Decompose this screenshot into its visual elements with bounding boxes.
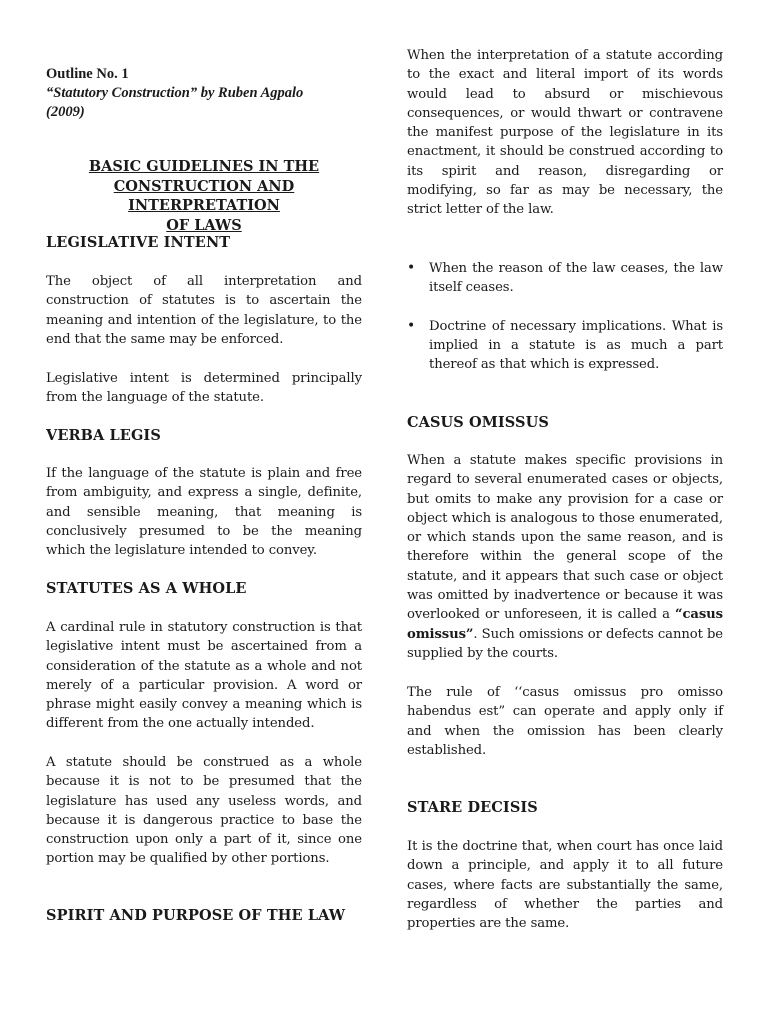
main-title-line2: CONSTRUCTION AND INTERPRETATION [113, 177, 295, 214]
bullet-icon: • [407, 317, 416, 334]
main-title [46, 157, 362, 235]
casus-omissus-text-b: . Such omissions or defects cannot be supplied by the courts. [407, 626, 723, 661]
bullet-text: Doctrine of necessary implications. What is implied in a statute is as much a part thereof as that which is expressed. [429, 318, 723, 373]
legislative-intent-paragraph-1: The object of all interpretation and construction of statutes is to ascertain the meaning and intention of the legislature, to the end that the same may be enforced. [46, 274, 362, 347]
statutes-whole-paragraph-2: A statute should be construed as a whole because it is not to be presumed that the legislature has used any useless words, and because it is dangerous practice to base the construction upon only a part of it, since one portion may be qualified by other portions. [46, 755, 362, 867]
heading-stare-decisis: STARE DECISIS [407, 799, 538, 816]
outline-header [46, 65, 376, 122]
outline-title-line1: “Statutory Construction” by Ruben Agpalo [46, 85, 304, 101]
bullet-list [407, 259, 723, 374]
heading-casus-omissus: CASUS OMISSUS [407, 414, 549, 431]
bullet-item [407, 317, 723, 375]
legislative-intent-paragraph-2: Legislative intent is determined principally from the language of the statute. [46, 371, 362, 406]
heading-spirit-and-purpose: SPIRIT AND PURPOSE OF THE LAW [46, 907, 346, 924]
bullet-text: When the reason of the law ceases, the law itself ceases. [429, 261, 723, 296]
heading-verba-legis: VERBA LEGIS [46, 427, 161, 444]
main-title-line1: BASIC GUIDELINES IN THE [88, 158, 320, 175]
main-title-line3: OF LAWS [166, 216, 242, 234]
statutes-whole-paragraph-1: A cardinal rule in statutory construction is that legislative intent must be ascertained from a consideration of the statute as a whole and not merely of a particular provision. A word or phrase might easily convey a meaning which is different from the one actually intended. [46, 620, 362, 732]
outline-title-line2: (2009) [46, 104, 85, 120]
heading-legislative-intent: LEGISLATIVE INTENT [46, 234, 231, 251]
heading-statutes-as-a-whole: STATUTES AS A WHOLE [46, 580, 247, 597]
bullet-item [407, 259, 723, 298]
stare-decisis-paragraph: It is the doctrine that, when court has once laid down a principle, and apply it to all future cases, where facts are substantially the same, regardless of whether the parties and properties are the same. [407, 839, 723, 932]
casus-omissus-text-a: When a statute makes specific provisions in regard to several enumerated cases or objects, but omits to make any provision for a case or object which is analogous to those enumerated, or which stands upon the same reason, and is therefore within the general scope of the statute, and it appears that such case or object was omitted by inadvertence or because it was overlooked or unforeseen, it is called a [407, 453, 723, 623]
outline-number: Outline No. 1 [46, 66, 129, 82]
spirit-purpose-paragraph: When the interpretation of a statute according to the exact and literal import of its words would lead to absurd or mischievous consequences, or would thwart or contravene the manifest purpose of the legislature in its enactment, it should be construed according to its spirit and reason, disregarding or modifying, so far as may be necessary, the strict letter of the law. [407, 48, 723, 218]
casus-omissus-paragraph-2: The rule of ‘‘casus omissus pro omisso habendus est” can operate and apply only if and when the omission has been clearly established. [407, 685, 723, 758]
verba-legis-paragraph: If the language of the statute is plain and free from ambiguity, and express a single, definite, and sensible meaning, that meaning is conclusively presumed to be the meaning which the legislature intended to convey. [46, 466, 362, 559]
bullet-icon: • [407, 260, 416, 276]
casus-omissus-paragraph-1 [407, 451, 723, 663]
casus-omissus-term: “casus omissus” [407, 607, 723, 642]
